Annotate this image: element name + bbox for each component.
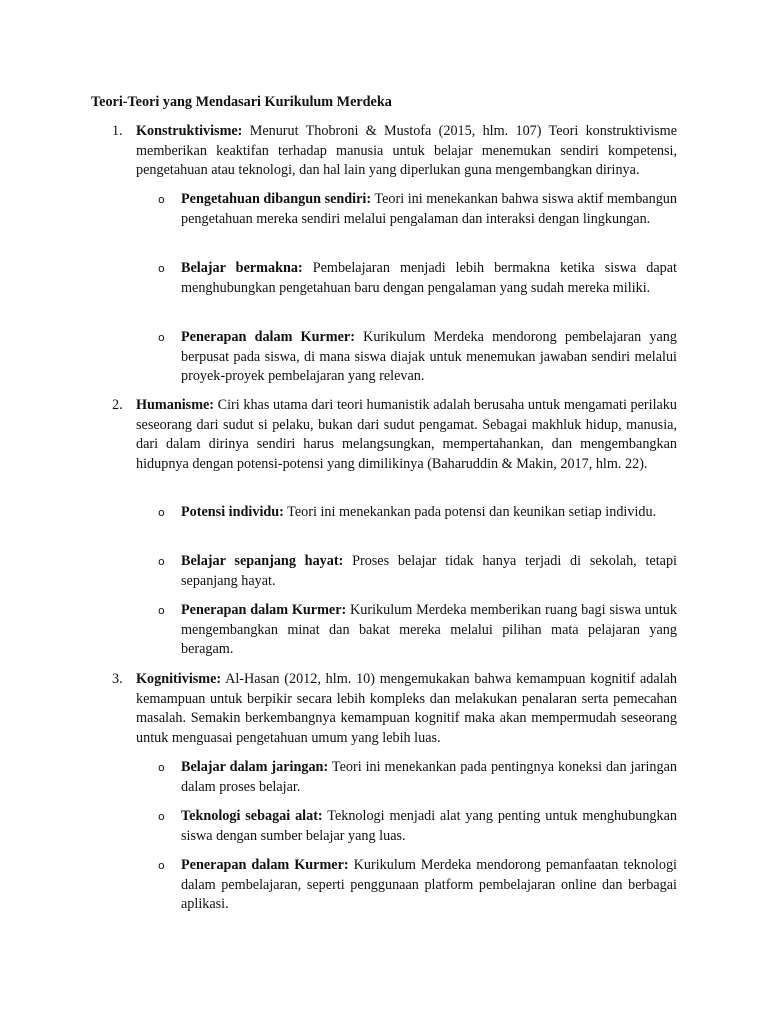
circle-bullet-icon: o <box>158 761 165 774</box>
sub-item <box>158 552 677 591</box>
term-label: Penerapan dalam Kurmer: <box>181 602 347 618</box>
paragraph-text: Teori ini menekankan pada potensi dan keunikan setiap individu. <box>283 504 657 520</box>
page-title: Teori-Teori yang Mendasari Kurikulum Merdeka <box>91 94 392 110</box>
term-label: Humanisme: <box>136 397 215 413</box>
circle-bullet-icon: o <box>158 193 165 206</box>
list-item-kognitivisme <box>112 670 677 748</box>
term-label: Penerapan dalam Kurmer: <box>181 857 349 873</box>
sub-item <box>158 328 677 387</box>
list-number: 3. <box>112 671 123 687</box>
sub-item <box>158 856 677 915</box>
term-label: Potensi individu: <box>181 504 284 520</box>
term-label: Belajar sepanjang hayat: <box>181 553 344 569</box>
term-label: Pengetahuan dibangun sendiri: <box>181 191 372 207</box>
paragraph-text: Kurikulum Merdeka mendorong pemanfaatan teknologi dalam pembelajaran, seperti penggunaan platform pembelajaran online dan berbagai aplikasi. <box>181 857 677 913</box>
circle-bullet-icon: o <box>158 604 165 617</box>
circle-bullet-icon: o <box>158 810 165 823</box>
term-label: Konstruktivisme: <box>136 123 243 139</box>
paragraph-text: Al-Hasan (2012, hlm. 10) mengemukakan bahwa kemampuan kognitif adalah kemampuan untuk berpikir secara lebih kompleks dan melakukan penalaran serta pemecahan masalah. Semakin berkembangnya kemampuan kognitif maka akan mempermudah seseorang untuk menguasai pengetahuan umum yang lebih luas. <box>136 671 677 746</box>
paragraph-text: Ciri khas utama dari teori humanistik adalah berusaha untuk mengamati perilaku seseorang dari sudut si pelaku, bukan dari sudut pengamat. Sebagai makhluk hidup, manusia, dari dalam dirinya sendiri harus melangsungkan, mempertahankan, dan mengembangkan hidupnya dengan potensi-potensi yang dimilikinya (Baharuddin & Makin, 2017, hlm. 22). <box>136 397 677 472</box>
term-label: Belajar dalam jaringan: <box>181 759 329 775</box>
sub-item <box>158 758 677 797</box>
circle-bullet-icon: o <box>158 262 165 275</box>
list-item-konstruktivisme <box>112 122 677 181</box>
sub-item <box>158 259 678 298</box>
sub-item <box>158 601 677 660</box>
paragraph-text: Teknologi menjadi alat yang penting untuk menghubungkan siswa dengan sumber belajar yang luas. <box>181 808 677 844</box>
paragraph-text: Proses belajar tidak hanya terjadi di sekolah, tetapi sepanjang hayat. <box>181 553 677 589</box>
term-label: Kognitivisme: <box>136 671 222 687</box>
paragraph-text: Pembelajaran menjadi lebih bermakna ketika siswa dapat menghubungkan pengetahuan baru dengan pengalaman yang sudah mereka miliki. <box>181 260 678 296</box>
term-label: Penerapan dalam Kurmer: <box>181 329 355 345</box>
paragraph-text: Menurut Thobroni & Mustofa (2015, hlm. 107) Teori konstruktivisme memberikan keaktifan terhadap manusia untuk belajar menemukan sendiri kompetensi, pengetahuan atau teknologi, dan hal lain yang diperlukan guna mengembangkan dirinya. <box>136 123 677 179</box>
circle-bullet-icon: o <box>158 555 165 568</box>
paragraph-text: Kurikulum Merdeka mendorong pembelajaran yang berpusat pada siswa, di mana siswa diajak untuk menemukan jawaban sendiri melalui proyek-proyek pembelajaran yang relevan. <box>181 329 677 385</box>
paragraph-text: Teori ini menekankan pada pentingnya koneksi dan jaringan dalam proses belajar. <box>181 759 677 795</box>
term-label: Belajar bermakna: <box>181 260 303 276</box>
list-item-humanisme <box>112 396 677 474</box>
sub-item <box>158 503 677 523</box>
list-number: 2. <box>112 397 123 413</box>
circle-bullet-icon: o <box>158 506 165 519</box>
circle-bullet-icon: o <box>158 859 165 872</box>
list-number: 1. <box>112 123 123 139</box>
paragraph-text: Kurikulum Merdeka memberikan ruang bagi siswa untuk mengembangkan minat dan bakat mereka melalui pilihan mata pelajaran yang beragam. <box>181 602 677 658</box>
circle-bullet-icon: o <box>158 331 165 344</box>
sub-item <box>158 190 677 229</box>
term-label: Teknologi sebagai alat: <box>181 808 323 824</box>
sub-item <box>158 807 677 846</box>
paragraph-text: Teori ini menekankan bahwa siswa aktif membangun pengetahuan mereka sendiri melalui pengalaman dan interaksi dengan lingkungan. <box>181 191 677 227</box>
